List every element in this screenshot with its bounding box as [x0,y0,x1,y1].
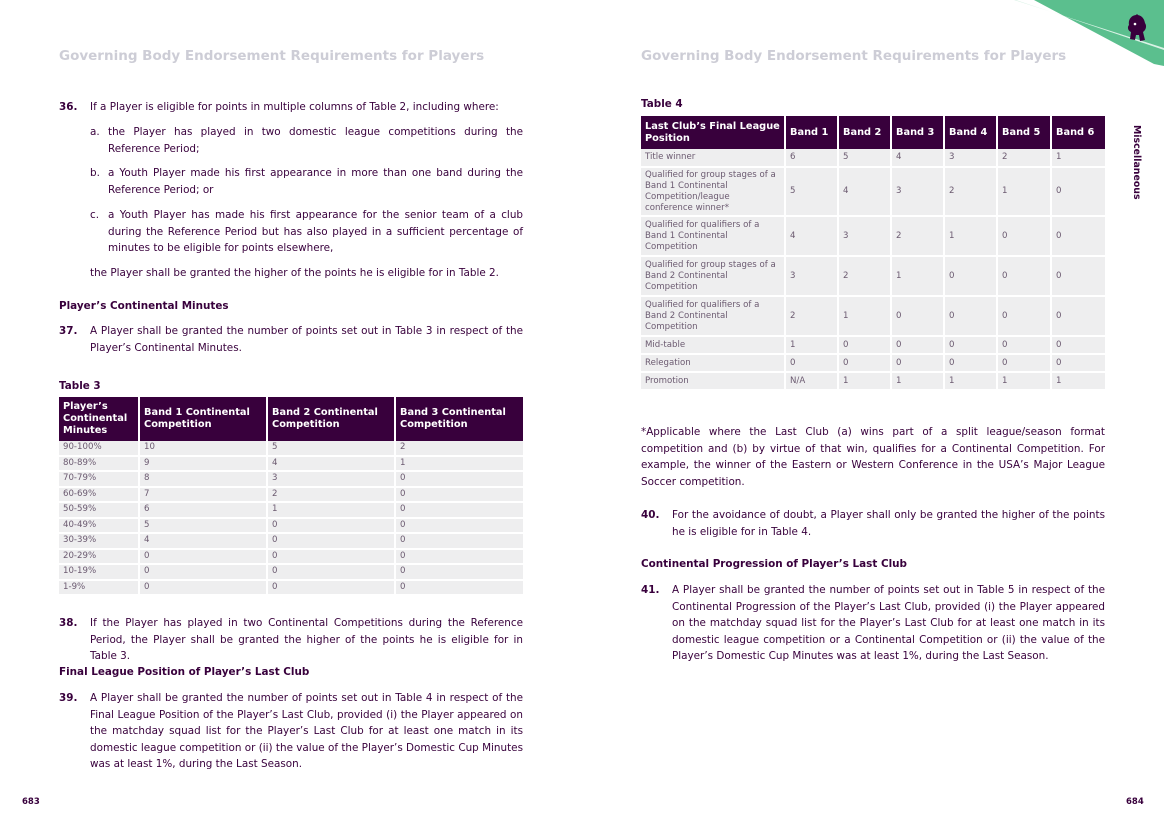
table-cell: 0 [267,549,395,565]
column-header: Band 6 [1051,116,1105,149]
clause-text: For the avoidance of doubt, a Player shall only be granted the higher of the points he is eligible for in Table 4. [672,509,1105,538]
table-cell: 0 [891,354,944,372]
clause-text: A Player shall be granted the number of points set out in Table 5 in respect of the Continental Progression of the Player’s Last Club, provided (i) the Player appeared on the matchday squad list for the Player’s Last Club for at least one match in its domestic league competition or a Continental Competition or (ii) the value of the Player’s Domestic Cup Minutes was at least 1%, during the Last Season. [672,584,1105,663]
table-cell: 0 [997,336,1051,354]
table-cell: 5 [267,441,395,456]
table-cell: 0 [395,487,523,503]
table-cell: N/A [785,372,838,390]
table-cell: 0 [997,256,1051,296]
table-cell: 2 [838,256,891,296]
table-row [59,441,523,456]
clause-number: 40. [641,509,660,521]
table-cell: 1 [838,372,891,390]
page-header: Governing Body Endorsement Requirements for Players [641,48,1067,64]
table-cell: 2 [944,167,997,216]
table-cell: 1 [891,372,944,390]
table-row [59,580,523,596]
table-cell: 0 [139,580,267,596]
table-row [59,518,523,534]
table-4 [641,116,1105,391]
table-cell: 70-79% [59,471,139,487]
table-cell: 1 [944,216,997,256]
table-cell: 0 [891,336,944,354]
table-cell: 0 [267,533,395,549]
table-cell: 0 [997,354,1051,372]
table-cell: 0 [395,580,523,596]
table-cell: 0 [944,296,997,336]
clause-number: 38. [59,617,78,629]
table-cell: 0 [1051,167,1105,216]
table-cell: 0 [944,256,997,296]
table-cell: 2 [785,296,838,336]
table-cell: 0 [1051,336,1105,354]
table-cell: 2 [395,441,523,456]
table-row [59,564,523,580]
table-cell: 0 [1051,296,1105,336]
table-cell: 7 [139,487,267,503]
section-heading-continental-minutes: Player’s Continental Minutes [59,300,229,312]
table-cell: 0 [395,564,523,580]
table-cell: 0 [997,296,1051,336]
table-3 [59,397,523,596]
clause-36-item-a [90,124,523,158]
table-cell: Relegation [641,354,785,372]
table-cell: 0 [944,336,997,354]
column-header: Band 2 Continental Competition [267,397,395,441]
item-text: a Youth Player has made his first appearance for the senior team of a club during the Reference Period but has also played in a sufficient percentage of minutes to be eligible for points elsewhere, [108,209,523,255]
table-cell: 40-49% [59,518,139,534]
table-cell: 1 [785,336,838,354]
table-cell: Qualified for qualifiers of a Band 2 Continental Competition [641,296,785,336]
table-cell: 10 [139,441,267,456]
item-letter: a. [90,126,100,138]
clause-41 [641,582,1105,666]
table-cell: 9 [139,456,267,472]
table-cell: 2 [267,487,395,503]
table-cell: 1 [944,372,997,390]
table-cell: 3 [838,216,891,256]
clause-number: 41. [641,584,660,596]
table-header-row [641,116,1105,149]
table-cell: 0 [838,336,891,354]
section-heading-continental-progression: Continental Progression of Player’s Last Club [641,558,907,570]
table-cell: 1 [395,456,523,472]
table-cell: 0 [267,518,395,534]
page-number: 683 [22,797,40,807]
table-cell: Qualified for group stages of a Band 1 Continental Competition/league conference winner* [641,167,785,216]
table-cell: 4 [139,533,267,549]
column-header: Player’s Continental Minutes [59,397,139,441]
table-cell: 30-39% [59,533,139,549]
table-cell: 0 [395,549,523,565]
table-cell: Qualified for group stages of a Band 2 Continental Competition [641,256,785,296]
right-page [582,0,1164,826]
table-cell: 1 [1051,149,1105,167]
table-cell: 4 [267,456,395,472]
table-cell: 6 [139,502,267,518]
table-cell: 0 [395,518,523,534]
table-row [641,296,1105,336]
page-number: 684 [1126,797,1144,807]
table-cell: 3 [891,167,944,216]
table-cell: 0 [395,471,523,487]
table-cell: 0 [1051,216,1105,256]
table-cell: 10-19% [59,564,139,580]
table-cell: 2 [997,149,1051,167]
table-cell: 0 [1051,256,1105,296]
clause-37 [59,323,523,357]
table-cell: 1-9% [59,580,139,596]
table-cell: 4 [838,167,891,216]
table-cell: 0 [944,354,997,372]
table-cell: 0 [267,580,395,596]
item-letter: b. [90,167,100,179]
column-header: Band 3 Continental Competition [395,397,523,441]
table-cell: 8 [139,471,267,487]
table-cell: 0 [1051,354,1105,372]
table-cell: 1 [838,296,891,336]
table-row [641,149,1105,167]
table-cell: Qualified for qualifiers of a Band 1 Continental Competition [641,216,785,256]
table-cell: 0 [139,564,267,580]
clause-36-item-c [90,207,523,257]
table-4-footnote: *Applicable where the Last Club (a) wins part of a split league/season format competition and (b) by virtue of that win, qualifies for a Continental Competition. For example, the winner of the Eastern or Western Conference in the USA’s Major League Soccer competition. [641,426,1105,488]
table-cell: 0 [395,502,523,518]
table-cell: 90-100% [59,441,139,456]
clause-36-item-b [90,165,523,199]
table-row [641,372,1105,390]
page-header: Governing Body Endorsement Requirements for Players [59,48,485,64]
table-cell: 3 [267,471,395,487]
table-cell: 1 [1051,372,1105,390]
clause-number: 37. [59,325,78,337]
table-cell: 5 [785,167,838,216]
clause-text: A Player shall be granted the number of points set out in Table 3 in respect of the Player’s Continental Minutes. [90,325,523,354]
table-cell: 60-69% [59,487,139,503]
table-cell: Mid-table [641,336,785,354]
column-header: Band 3 [891,116,944,149]
table-cell: 0 [997,216,1051,256]
table-cell: 5 [139,518,267,534]
table-row [641,336,1105,354]
table-cell: Title winner [641,149,785,167]
clause-text: If a Player is eligible for points in multiple columns of Table 2, including where: [90,101,499,113]
clause-number: 39. [59,692,78,704]
table-row [641,216,1105,256]
side-tab-label: Miscellaneous [1131,125,1142,200]
clause-text: A Player shall be granted the number of points set out in Table 4 in respect of the Final League Position of the Player’s Last Club, provided (i) the Player appeared on the matchday squad list for the Player’s Last Club for at least one match in its domestic league competition or (ii) the value of the Player’s Domestic Cup Minutes was at least 1%, during the Last Season. [90,692,523,771]
table-row [59,549,523,565]
table-cell: 1 [997,372,1051,390]
table-cell: 4 [891,149,944,167]
clause-39 [59,690,523,774]
table-cell: 6 [785,149,838,167]
table-row [59,502,523,518]
table-row [641,354,1105,372]
table-cell: 1 [997,167,1051,216]
column-header: Last Club’s Final League Position [641,116,785,149]
clause-36 [59,99,523,117]
item-text: the Player has played in two domestic league competitions during the Reference Period; [108,126,523,155]
column-header: Band 2 [838,116,891,149]
table-cell: 50-59% [59,502,139,518]
table-cell: 1 [891,256,944,296]
section-heading-final-league-position: Final League Position of Player’s Last Club [59,666,310,678]
item-letter: c. [90,209,100,221]
clause-38 [59,615,523,663]
table-cell: Promotion [641,372,785,390]
table-cell: 80-89% [59,456,139,472]
table-cell: 1 [267,502,395,518]
column-header: Band 1 Continental Competition [139,397,267,441]
clause-number: 36. [59,101,78,113]
clause-text: If the Player has played in two Continental Competitions during the Reference Period, the Player shall be granted the higher of the points he is eligible for in Table 3. [90,617,523,663]
table-cell: 0 [785,354,838,372]
table-cell: 3 [785,256,838,296]
table-row [59,487,523,503]
clause-36-outro: the Player shall be granted the higher of the points he is eligible for in Table 2. [90,267,499,279]
table-row [641,167,1105,216]
table-cell: 0 [891,296,944,336]
table-cell: 3 [944,149,997,167]
table-row [59,456,523,472]
table-row [59,533,523,549]
table-header-row [59,397,523,441]
table-cell: 2 [891,216,944,256]
column-header: Band 5 [997,116,1051,149]
table-3-label: Table 3 [59,380,101,392]
column-header: Band 1 [785,116,838,149]
table-4-label: Table 4 [641,98,683,110]
table-cell: 20-29% [59,549,139,565]
table-cell: 0 [139,549,267,565]
table-row [59,471,523,487]
table-cell: 0 [838,354,891,372]
clause-40 [641,507,1105,541]
table-cell: 4 [785,216,838,256]
table-cell: 5 [838,149,891,167]
table-row [641,256,1105,296]
item-text: a Youth Player made his first appearance in more than one band during the Reference Period; or [108,167,523,196]
table-cell: 0 [395,533,523,549]
column-header: Band 4 [944,116,997,149]
table-cell: 0 [267,564,395,580]
side-section-tab [1129,125,1143,205]
